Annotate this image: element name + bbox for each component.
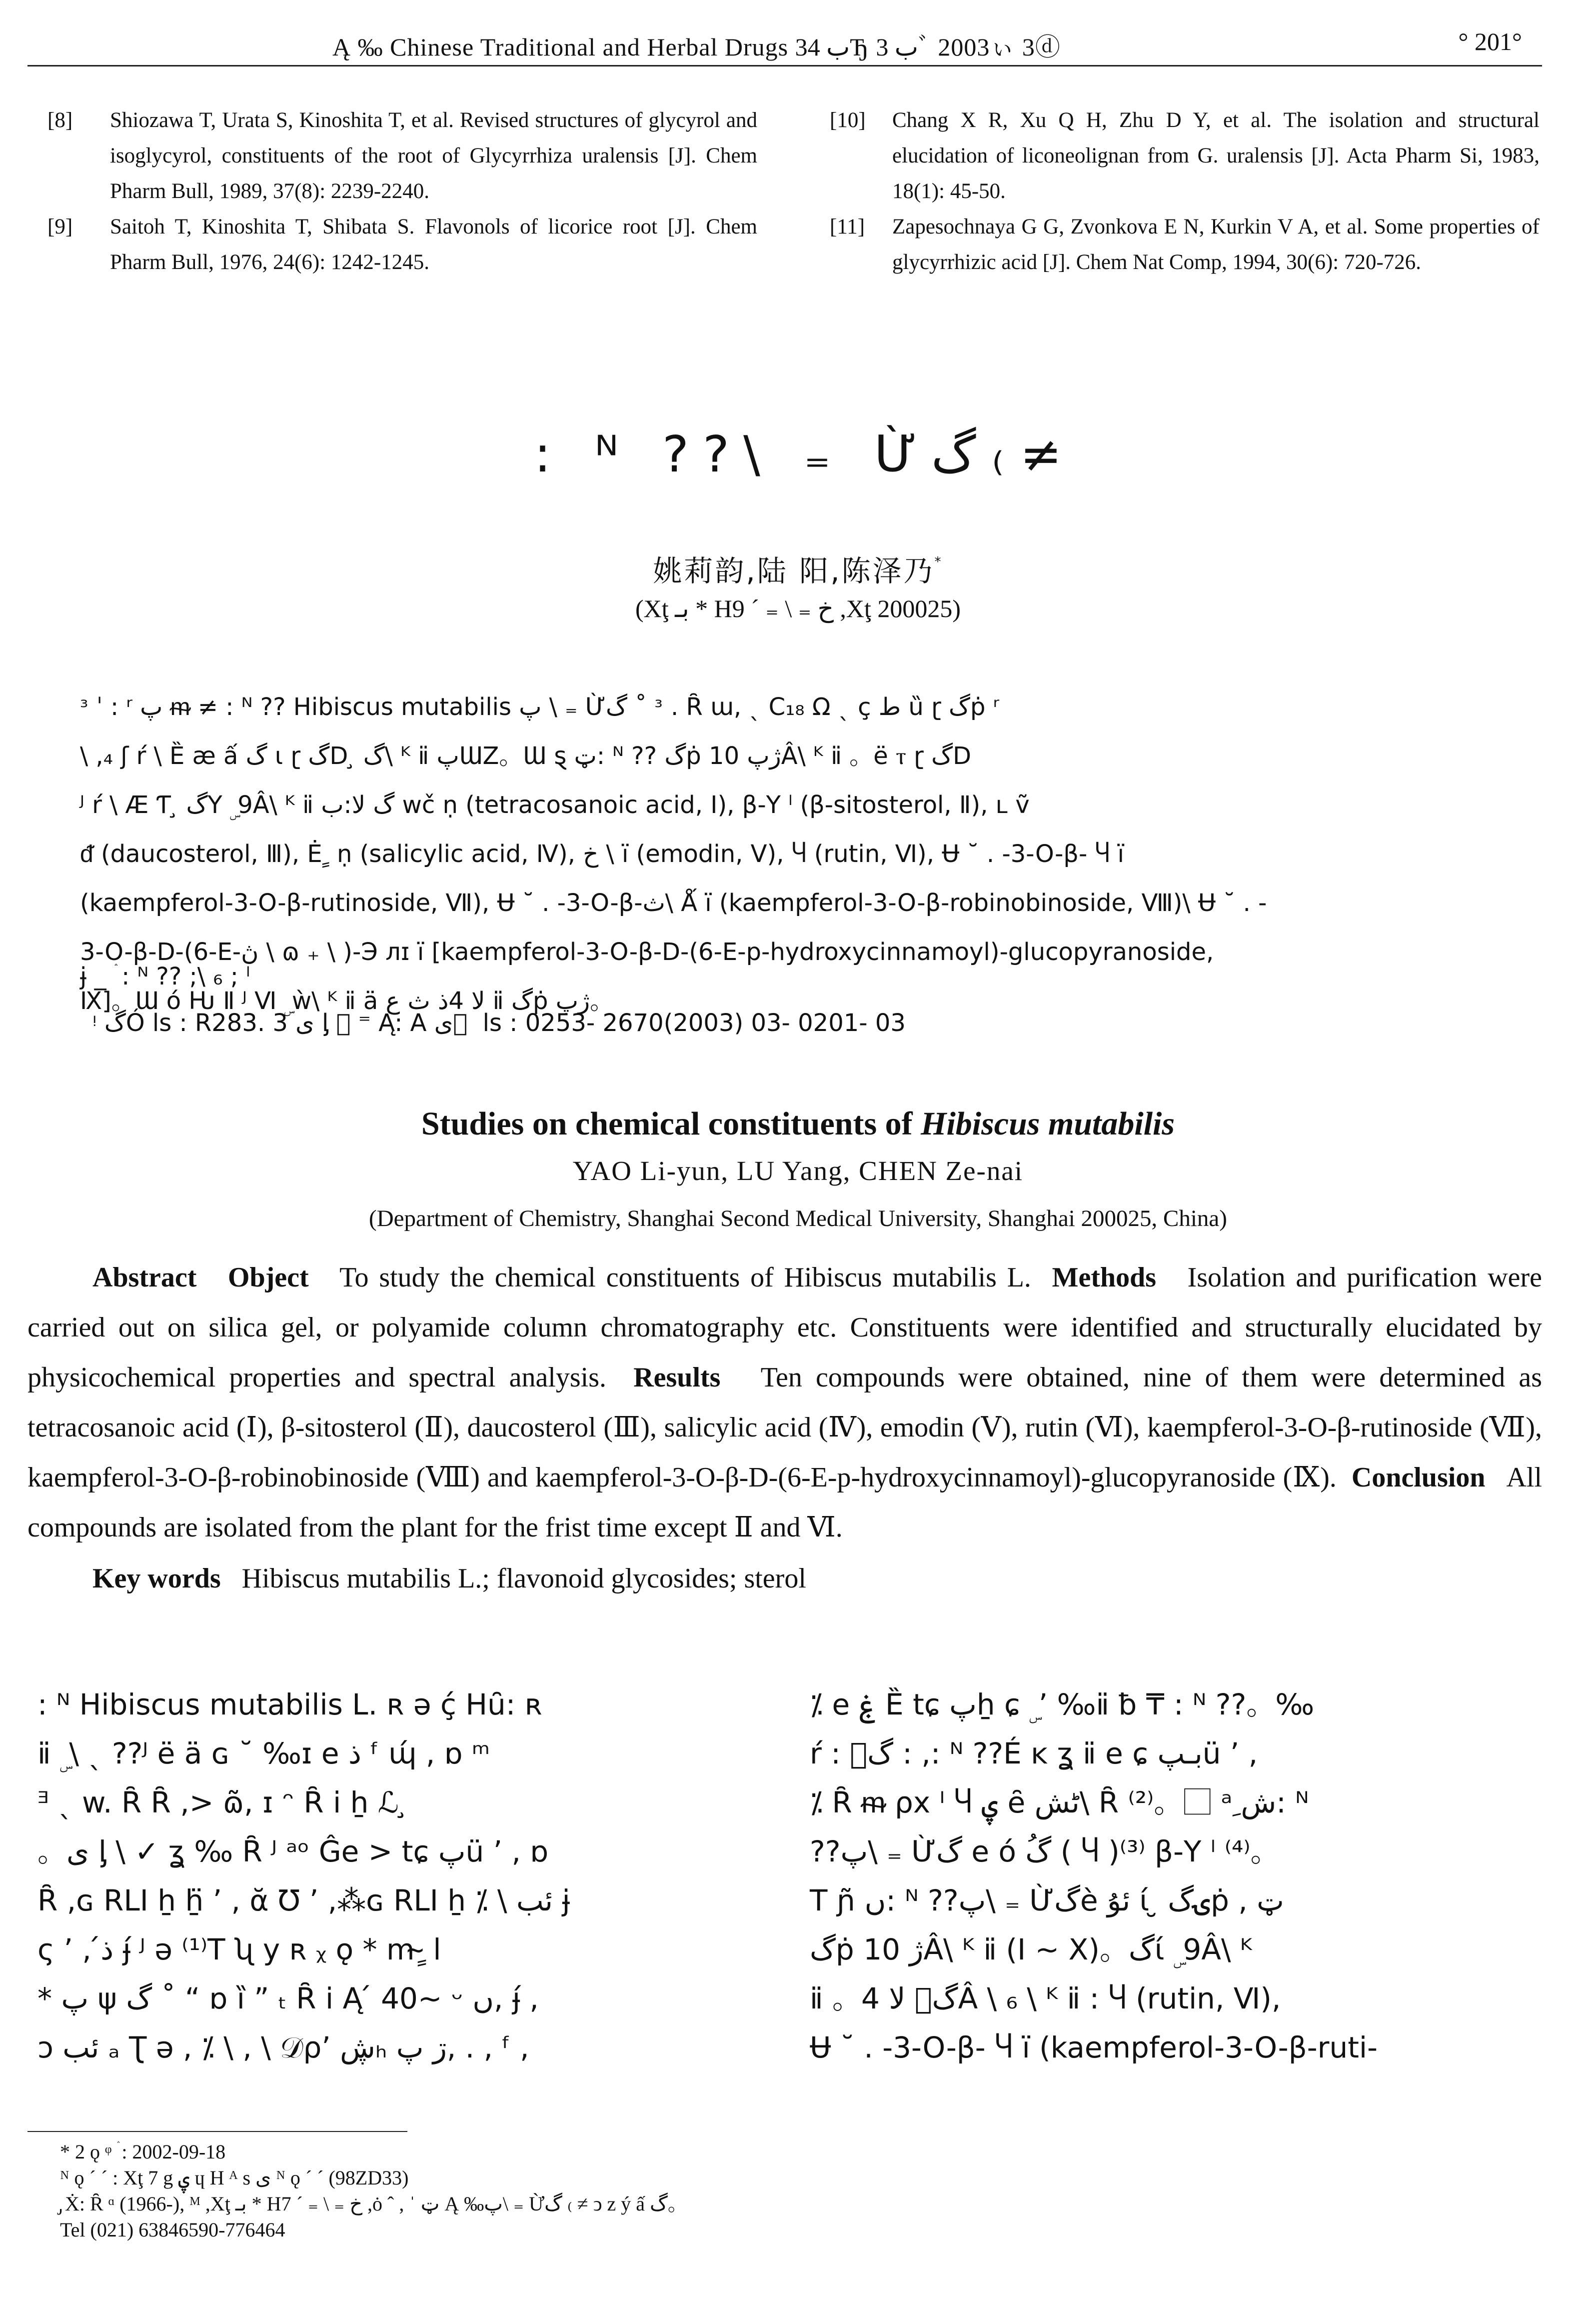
reference-item <box>37 209 757 280</box>
body-line: ς ’ , ذ́ ɉ́ ᴶ ə ⁽¹⁾T ʯ y ʀ ᵪ ǫ * mٍ ̴ l <box>37 1932 441 1966</box>
reference-number: [9] <box>47 215 73 238</box>
abstract-label: Abstract <box>92 1262 197 1293</box>
reference-text: Zapesochnaya G G, Zvonkova E N, Kurkin V A, et al. Some properties of glycyrrhizic acid [J]. Chem Nat Comp, 1994, 30(6): 720-726. <box>892 215 1540 274</box>
chinese-keywords: ɉ _ ۛ : ᴺ ?? ;\ ₆ ; ˡ <box>80 962 250 990</box>
body-line: ⁒ Ȓ ᵯ ρx ᴵ Ⴗ ۑ ȇ ٹش\ Ȓ ⁽²⁾。⃞ ᵃ ِش: ᴺ <box>810 1786 1309 1820</box>
page-number: ° 201° <box>1458 28 1522 56</box>
references-left <box>37 102 757 280</box>
body-line: ᴲ ˎ w. Ȓ Ȓ ,> ɷ̃, ɪ ᵔ Ȓ i ẖ ℒ ̧ <box>37 1786 408 1820</box>
running-header <box>27 20 1542 66</box>
reference-item <box>820 209 1540 280</box>
body-line: ??پ\ ₌ Ừگ e ó گُ ( Ⴗ )⁽³⁾ β-Y ˡ ⁽⁴⁾。 <box>810 1834 1280 1868</box>
abstract-line: ᶟ ˈ : ʳ پ ᵯ ≠ : ᴺ ?? Hibiscus mutabilis پ \ ₌ Ừگ ˚ ᶟ . Ȓ ɯ, ˎ C₁₈ Ω ˎ ç ط ȕ ɽ گṗ ʳ <box>80 693 1000 721</box>
footnote-divider <box>27 2131 407 2132</box>
reference-item <box>37 102 757 209</box>
english-affiliation: (Department of Chemistry, Shanghai Second Medical University, Shanghai 200025, China) <box>369 1206 1227 1232</box>
footnote-line: Tel (021) 63846590-776464 <box>60 2218 285 2241</box>
abstract-line: ᴶ ŕ \ Æ Ƭ ̧ گY ۣ 9Â\ ᴷ ⅱ گ ﻻ:ب wč ṇ (tetracosanoic acid, Ⅰ), β-Y ˡ (β-sitosterol, Ⅱ), ʟ ṽ <box>80 791 1030 819</box>
reference-text: Chang X R, Xu Q H, Zhu D Y, et al. The isolation and structural elucidation of liconeolignan from G. uralensis [J]. Acta Pharm Si, 1983, 18(1): 45-50. <box>892 108 1540 203</box>
corresponding-mark: * <box>934 554 943 570</box>
object-text: To study the chemical constituents of Hibiscus mutabilis L. <box>339 1262 1031 1293</box>
body-line: * پ ψ گ ˚ “ ɒ ȉ ” ₜ Ȓ i Ą ́ 40~ ᵕ ں, ɉ́ , <box>37 1982 539 2016</box>
results-label: Results <box>633 1362 721 1393</box>
body-line: Ʉ ˘ . -3-O-β- Ⴗ ï (kaempferol-3-O-β-ruti- <box>810 2030 1378 2064</box>
methods-text: Isolation and purification were carried out on silica gel, or polyamide column chromatography etc. Constituents were identified and structurally elucidated by physicochemical properties and spectral analysis. <box>27 1262 1542 1393</box>
object-label: Object <box>227 1262 309 1293</box>
abstract-line: \ ,₄ ʃ ŕ \ Ȅ æ ấ گ ɩ ɽ گD ̧ گ\ ᴷ ⅱ پƜZ。Ɯ ȿ ټ: ᴺ ?? گṗ ژپ 10Â\ ᴷ ⅱ 。ë ⲧ ɽ گD <box>80 742 972 770</box>
keywords-text: Hibiscus mutabilis L.; flavonoid glycosides; sterol <box>241 1563 806 1594</box>
abstract-line: Ⅸ]。Ɯ ó Ƕ Ⅱ ᴶ Ⅵ ۣ ẁ\ ᴷ ⅱ ä ﻻ 4ذ ث ع ⅱ گṗ ژپ。 <box>80 987 614 1015</box>
reference-item <box>820 102 1540 209</box>
title-text: Studies on chemical constituents of <box>421 1106 921 1142</box>
footnote-line: ᴺ ǫ ´ ˊ : Xţ 7 g ۑ ɥ H ᴬ s ی ᴺ ǫ ´ ˊ (98ZD33) <box>60 2166 409 2189</box>
footnote-line: ̡ Ẋ: Ȓ ᵅ (1966-), ᴹ ,Xţ بـ * Hخ ₌ \ ₌ ´ 7 ,ȯ ˆ , ˈ ټ Ą ‰پ\ ₌ Ừگ ₍ ≠ ↄ z ý ấ گ。 <box>60 2192 688 2215</box>
keywords-label: Key words <box>92 1563 221 1594</box>
results-text: Ten compounds were obtained, nine of them were determined as tetracosanoic acid (Ⅰ), β-sitosterol (Ⅱ), daucosterol (Ⅲ), salicylic acid (Ⅳ), emodin (Ⅴ), rutin (Ⅵ), kaempferol-3-O-β-rutinoside (Ⅶ), kaempferol-3-O-β-robinobinoside (Ⅷ) and kaempferol-3-O-β-D-(6-E-p-hydroxycinnamoyl)-glucopyranoside (Ⅸ). <box>27 1362 1542 1493</box>
abstract-line: 3-O-β-D-(6-E-ڽ \ ɷ ₊ \ )-Э лɪ ï [kaempferol-3-O-β-D-(6-E-p-hydroxycinnamoyl)-glucopyranoside, <box>80 938 1214 966</box>
body-line: Ȓ ,ɢ RLI ẖ ẖ̈ ’ , ᾰ Ʊ ’ ,⁂ɢ RLI ẖ ⁒ \ ئب ɉ <box>37 1884 570 1918</box>
author-names: 姚莉韵,陆 阳,陈泽乃 <box>653 554 935 588</box>
references-right <box>820 102 1540 280</box>
body-line: ⁒ e ۼ Ȅ tɕ پẖ ɕ ۣ ’ ‰ⅱ ƀ ₸ : ᴺ ??。‰ <box>810 1688 1315 1722</box>
body-line: ↄ ئب ₐ Ʈ ə , ⁒ \ , \ 𝒟ρ’ ڜₕ ڗ پ, . , ᶠ , <box>37 2030 529 2064</box>
footnote-line: * 2 ǫ ᵠ ۛ : 2002-09-18 <box>60 2140 226 2163</box>
body-line: گṗ ژ 10Â\ ᴷ ⅱ (Ⅰ ~ Ⅹ)。گɩ́ ۣ 9Â\ ᴷ <box>810 1932 1252 1966</box>
title-species: Hibiscus mutabilis <box>921 1106 1175 1142</box>
body-line: ŕ : گ⃞ : ,: ᴺ ??É ĸ ʓ ⅱ e ɕ بـپü ’ , <box>810 1736 1258 1770</box>
reference-text: Shiozawa T, Urata S, Kinoshita T, et al. Revised structures of glycyrol and isoglycyrol, constituents of the root of Glycyrrhiza uralensis [J]. Chem Pharm Bull, 1989, 37(8): 2239-2240. <box>110 108 757 203</box>
english-authors: YAO Li-yun, LU Yang, CHEN Ze-nai <box>572 1156 1024 1186</box>
reference-number: [10] <box>830 108 866 132</box>
footnote <box>60 2139 1560 2243</box>
abstract-line: (kaempferol-3-O-β-rutinoside, Ⅶ), Ʉ ˘ . -3-O-β-ث\ Ǻ ï (kaempferol-3-O-β-robinobinoside, Ⅷ)\ Ʉ ˘ . - <box>80 889 1267 917</box>
body-line: ⅱ 。گ⃞ ﻻ 4Â \ ₆ \ ᴷ ⅱ : Ⴗ (rutin, Ⅵ), <box>810 1982 1281 2016</box>
reference-text: Saitoh T, Kinoshita T, Shibata S. Flavonols of licorice root [J]. Chem Pharm Bull, 1976, 24(6): 1242-1245. <box>110 215 757 274</box>
body-line: 。ی ᶅ \ ✓ ʓ ‰ Ȓ ᴶ ᵃᵒ Ĝe > tɕ پü ’ , ɒ <box>37 1834 549 1868</box>
chinese-title: : ᴺ ??\ ₌ Ừگ ₍ ≠ <box>534 425 1062 484</box>
body-column-left <box>37 1680 767 2064</box>
body-line: ⅱ ۣ \ ˎ ??ᴶ ë ä ɢ ˘ ‰ɪ e ذ ᶠ ɰ́ , ɒ ᵐ <box>37 1736 490 1770</box>
conclusion-text: All compounds are isolated from the plant for the frist time except Ⅱ and Ⅵ. <box>27 1462 1542 1543</box>
chinese-authors <box>0 548 1596 590</box>
english-title <box>0 1105 1596 1143</box>
journal-header: Ą ‰ Chinese Traditional and Herbal Drugs ب 34Ђ ب 3ﾞ 2003ぃ 3ⓓ <box>332 33 1061 61</box>
conclusion-label: Conclusion <box>1351 1462 1486 1493</box>
reference-number: [8] <box>47 108 73 132</box>
body-line: T ɲ̃ ں: ᴺ ??پ\ ₌ Ừگè ئۇ ɩ́ ̮ ۍگṗ , ټ <box>810 1884 1284 1918</box>
body-column-right <box>810 1680 1540 2064</box>
methods-label: Methods <box>1052 1262 1157 1293</box>
reference-number: [11] <box>830 215 865 238</box>
abstract-line: ᵭ (daucosterol, Ⅲ), Ė ٍ ṇ (salicylic acid, Ⅳ), خ \ ï (emodin, Ⅴ), Ⴗ (rutin, Ⅵ), Ʉ ˘ . -3-O-β- Ⴗ ï <box>80 840 1124 868</box>
english-keywords <box>92 1562 1542 1594</box>
body-line: : ᴺ Hibiscus mutabilis L. ʀ ə ḉ Hȗ: ʀ <box>37 1688 542 1722</box>
english-abstract <box>27 1252 1542 1552</box>
classification-line: ᵎ گÓ ls : R283. 3 ی ᶅ ⃞ ⁼ Ą: A ی ⃞ ls : 0253- 2670(2003) 03- 0201- 03 <box>92 1009 906 1037</box>
chinese-affiliation: (Xţ بـ * Hخ ₌ \ ₌ ´ 9 ,Xţ 200025) <box>635 594 961 622</box>
